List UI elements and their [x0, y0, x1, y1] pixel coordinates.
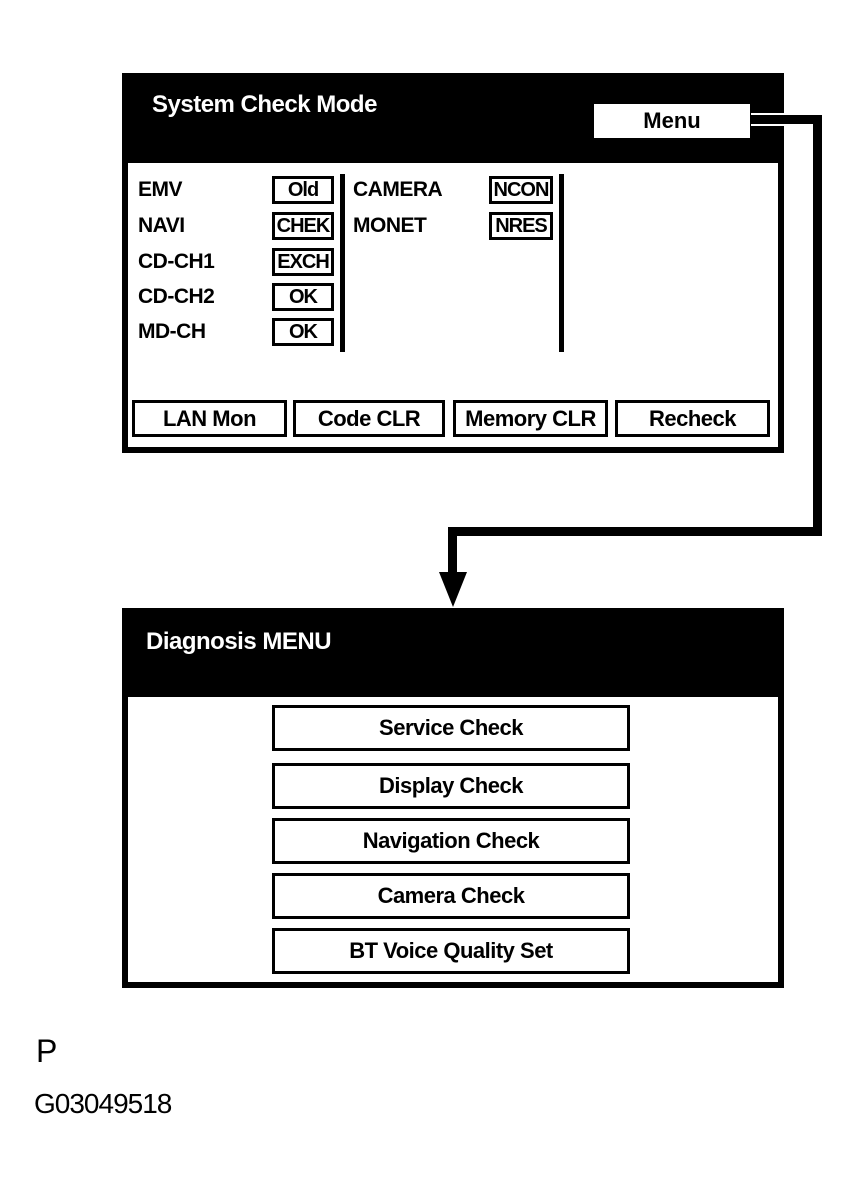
system-check-body [128, 163, 778, 447]
display-check-button[interactable]: Display Check [272, 763, 630, 809]
diagnosis-menu-header [128, 614, 778, 697]
system-check-screen [122, 73, 784, 453]
status-value-navi: CHEK [272, 212, 334, 240]
figure-id: G03049518 [34, 1088, 172, 1119]
navigation-check-button[interactable]: Navigation Check [272, 818, 630, 864]
connector-arrowhead-icon [439, 572, 467, 607]
connector-line-right-vertical [813, 115, 822, 536]
recheck-button[interactable]: Recheck [615, 400, 770, 437]
connector-line-horizontal [448, 527, 822, 536]
status-label-camera: CAMERA [353, 178, 443, 201]
status-label-cd-ch1: CD-CH1 [138, 250, 215, 273]
status-value-cd-ch2: OK [272, 283, 334, 311]
status-label-navi: NAVI [138, 214, 185, 237]
system-check-title: System Check Mode [152, 91, 377, 118]
memory-clr-button[interactable]: Memory CLR [453, 400, 608, 437]
status-label-monet: MONET [353, 214, 427, 237]
connector-line-from-menu [751, 115, 822, 124]
figure-letter: P [36, 1033, 58, 1069]
column-divider-right [559, 174, 564, 352]
status-label-cd-ch2: CD-CH2 [138, 285, 215, 308]
diagnosis-menu-body [128, 697, 778, 982]
status-value-md-ch: OK [272, 318, 334, 346]
column-divider-left [340, 174, 345, 352]
code-clr-button[interactable]: Code CLR [293, 400, 445, 437]
status-label-emv: EMV [138, 178, 183, 201]
diagnosis-menu-screen [122, 608, 784, 988]
status-value-emv: Old [272, 176, 334, 204]
diagnosis-menu-title: Diagnosis MENU [146, 628, 332, 655]
connector-line-down [448, 527, 457, 574]
system-check-header [128, 79, 778, 163]
status-label-md-ch: MD-CH [138, 320, 206, 343]
status-value-camera: NCON [489, 176, 553, 204]
camera-check-button[interactable]: Camera Check [272, 873, 630, 919]
service-check-button[interactable]: Service Check [272, 705, 630, 751]
bt-voice-quality-set-button[interactable]: BT Voice Quality Set [272, 928, 630, 974]
lan-mon-button[interactable]: LAN Mon [132, 400, 287, 437]
menu-button[interactable]: Menu [593, 103, 751, 139]
status-value-monet: NRES [489, 212, 553, 240]
status-value-cd-ch1: EXCH [272, 248, 334, 276]
